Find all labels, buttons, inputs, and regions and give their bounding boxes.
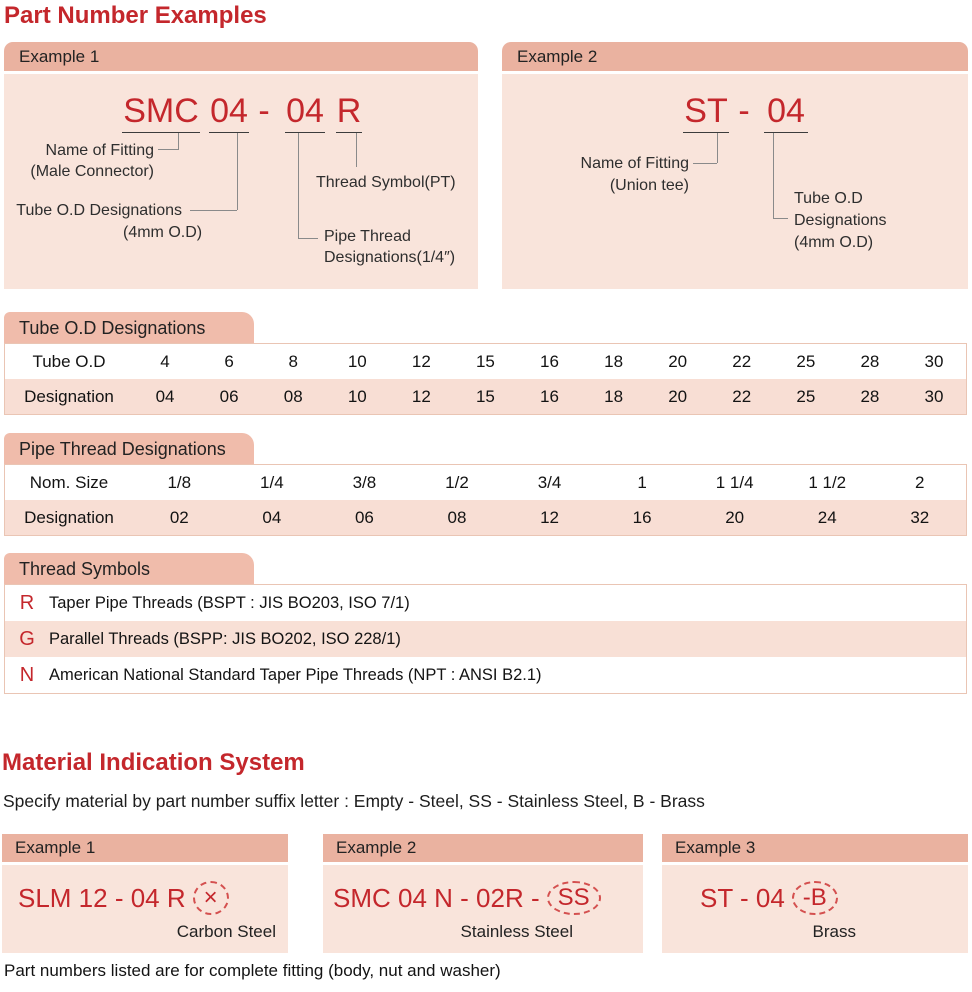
part-segment-pipe-thread: 04 (285, 92, 325, 133)
tube-od-designations-title: Tube O.D Designations (19, 318, 206, 338)
material-example2-header-label: Example 2 (336, 838, 417, 857)
table-cell: 3/8 (352, 472, 377, 492)
material-part-number (18, 881, 229, 915)
pipe-thread-designations-title: Pipe Thread Designations (19, 439, 226, 459)
table-cell: 22 (732, 386, 752, 406)
thread-symbol-description: American National Standard Taper Pipe Threads (NPT : ANSI B2.1) (49, 665, 542, 684)
material-example2-panel (323, 834, 643, 953)
thread-symbol-row (5, 621, 966, 657)
connector-line (356, 133, 357, 167)
example1-header-label: Example 1 (19, 46, 100, 66)
table-cell: 15 (475, 351, 495, 371)
material-example3-header-label: Example 3 (675, 838, 756, 857)
example2-header (502, 42, 968, 71)
table-cell: 16 (632, 507, 652, 527)
connector-line (178, 133, 179, 149)
row-label: Nom. Size (29, 472, 109, 492)
material-example1-body (2, 865, 288, 953)
thread-symbol-letter: R (19, 591, 35, 614)
part-segment-thread-symbol: R (336, 92, 362, 133)
material-example3-body (662, 865, 968, 953)
material-caption: Brass (812, 922, 856, 941)
connector-line (298, 238, 318, 239)
thread-symbol-letter: N (19, 663, 35, 686)
table-cell: 16 (540, 351, 559, 371)
table-cell: 28 (860, 386, 880, 406)
label-male-connector: (Male Connector) (30, 163, 154, 180)
example2-header-label: Example 2 (517, 46, 598, 66)
table-row (5, 500, 966, 535)
connector-line (158, 149, 179, 150)
page-title: Part Number Examples (4, 2, 267, 29)
table-cell: 25 (796, 386, 816, 406)
table-cell: 25 (796, 351, 816, 371)
material-system-title: Material Indication System (2, 749, 305, 776)
part-number-text: SMC 04 N - 02R - (333, 882, 540, 913)
material-caption: Carbon Steel (176, 922, 276, 941)
table-cell: 2 (915, 472, 925, 492)
suffix-ellipse: -B (792, 881, 838, 915)
part-segment-dash: - (258, 92, 270, 130)
material-system-subtitle: Specify material by part number suffix letter : Empty - Steel, SS - Stainless Steel, B - Brass (3, 791, 705, 811)
thread-symbol-description: Taper Pipe Threads (BSPT : JIS BO203, ISO 7/1) (49, 593, 410, 612)
row-label: Tube O.D (32, 351, 106, 371)
material-example1-panel (2, 834, 288, 953)
label-4mm-od: (4mm O.D) (123, 224, 203, 241)
table-cell: 20 (668, 386, 688, 406)
thread-symbol-description: Parallel Threads (BSPP: JIS BO202, ISO 228/1) (49, 629, 401, 648)
table-cell: 12 (411, 351, 431, 371)
part-number-text: SLM 12 - 04 R (18, 882, 186, 913)
label-name-of-fitting: Name of Fitting (45, 142, 154, 159)
label-4mm-od: (4mm O.D) (794, 234, 874, 251)
table-cell: 4 (160, 351, 170, 371)
material-example3-header (662, 834, 968, 862)
table-cell: 1 (637, 472, 647, 492)
table-cell: 3/4 (537, 472, 562, 492)
table-cell: 1 1/4 (715, 472, 754, 492)
table-cell: 04 (155, 386, 175, 406)
part-segment-fitting-name: SMC (122, 92, 200, 133)
thread-symbols-table (4, 584, 967, 694)
table-cell: 1/8 (167, 472, 192, 492)
table-row (5, 379, 966, 414)
part-segment-dash: - (738, 92, 750, 130)
table-cell: 24 (817, 507, 837, 527)
part-number-text: ST - 04 (700, 882, 785, 913)
pipe-thread-designations-tab (4, 433, 254, 464)
table-cell: 1 1/2 (808, 472, 847, 492)
table-cell: 6 (224, 351, 234, 371)
table-cell: 1/2 (445, 472, 469, 492)
table-row (5, 344, 966, 379)
label-tube-od-designations: Tube O.D Designations (16, 202, 182, 219)
label-name-of-fitting: Name of Fitting (580, 155, 689, 172)
row-label: Designation (24, 507, 114, 527)
table-cell: 08 (283, 386, 303, 406)
thread-symbol-row (5, 585, 966, 621)
table-cell: 12 (540, 507, 559, 527)
material-example2-header (323, 834, 643, 862)
thread-symbols-title: Thread Symbols (19, 559, 151, 579)
table-cell: 30 (924, 386, 944, 406)
table-cell: 8 (288, 351, 298, 371)
table-cell: 12 (411, 386, 431, 406)
table-cell: 18 (604, 351, 624, 371)
table-row (5, 465, 966, 500)
table-cell: 28 (860, 351, 880, 371)
table-cell: 06 (354, 507, 374, 527)
example2-panel (502, 42, 968, 289)
table-cell: 04 (262, 507, 282, 527)
row-label: Designation (24, 386, 114, 406)
table-cell: 06 (219, 386, 239, 406)
example1-diagram (4, 74, 478, 289)
footnote: Part numbers listed are for complete fitting (body, nut and washer) (4, 961, 501, 980)
table-cell: 32 (910, 507, 930, 527)
example1-header (4, 42, 478, 71)
example1-panel (4, 42, 478, 289)
material-part-number (333, 881, 601, 915)
table-cell: 18 (604, 386, 624, 406)
tube-od-designations-tab (4, 312, 254, 343)
table-cell: 10 (347, 351, 367, 371)
example2-diagram (502, 74, 968, 289)
pipe-thread-table (4, 464, 967, 536)
part-segment-tube-od: 04 (764, 92, 808, 133)
table-cell: 1/4 (260, 472, 284, 492)
connector-line (773, 133, 774, 218)
thread-symbols-tab (4, 553, 254, 584)
suffix-ellipse: × (193, 881, 229, 915)
table-cell: 10 (347, 386, 367, 406)
label-designations: Designations (794, 212, 887, 229)
table-cell: 02 (169, 507, 189, 527)
material-example2-body (323, 865, 643, 953)
label-tube-od: Tube O.D (794, 190, 863, 207)
material-example1-header-label: Example 1 (15, 838, 96, 857)
part-segment-fitting-name: ST (683, 92, 729, 133)
table-cell: 15 (475, 386, 495, 406)
connector-line (298, 133, 299, 238)
connector-line (773, 218, 788, 219)
thread-symbol-row (5, 657, 966, 693)
label-thread-symbol: Thread Symbol(PT) (316, 174, 456, 191)
material-part-number (700, 881, 838, 915)
tube-od-table (4, 343, 967, 415)
thread-symbol-letter: G (19, 627, 35, 650)
table-cell: 20 (725, 507, 745, 527)
part-segment-tube-od: 04 (209, 92, 249, 133)
table-cell: 08 (447, 507, 467, 527)
connector-line (693, 163, 717, 164)
connector-line (237, 133, 238, 210)
connector-line (190, 210, 237, 211)
label-pipe-designations: Designations(1/4″) (324, 249, 456, 266)
material-example3-panel (662, 834, 968, 953)
connector-line (717, 133, 718, 163)
table-cell: 22 (732, 351, 752, 371)
table-cell: 30 (924, 351, 944, 371)
suffix-ellipse: SS (547, 881, 601, 915)
label-union-tee: (Union tee) (609, 177, 689, 194)
table-cell: 20 (668, 351, 688, 371)
table-cell: 16 (540, 386, 559, 406)
material-caption: Stainless Steel (460, 922, 573, 941)
material-example1-header (2, 834, 288, 862)
label-pipe-thread: Pipe Thread (324, 228, 411, 245)
